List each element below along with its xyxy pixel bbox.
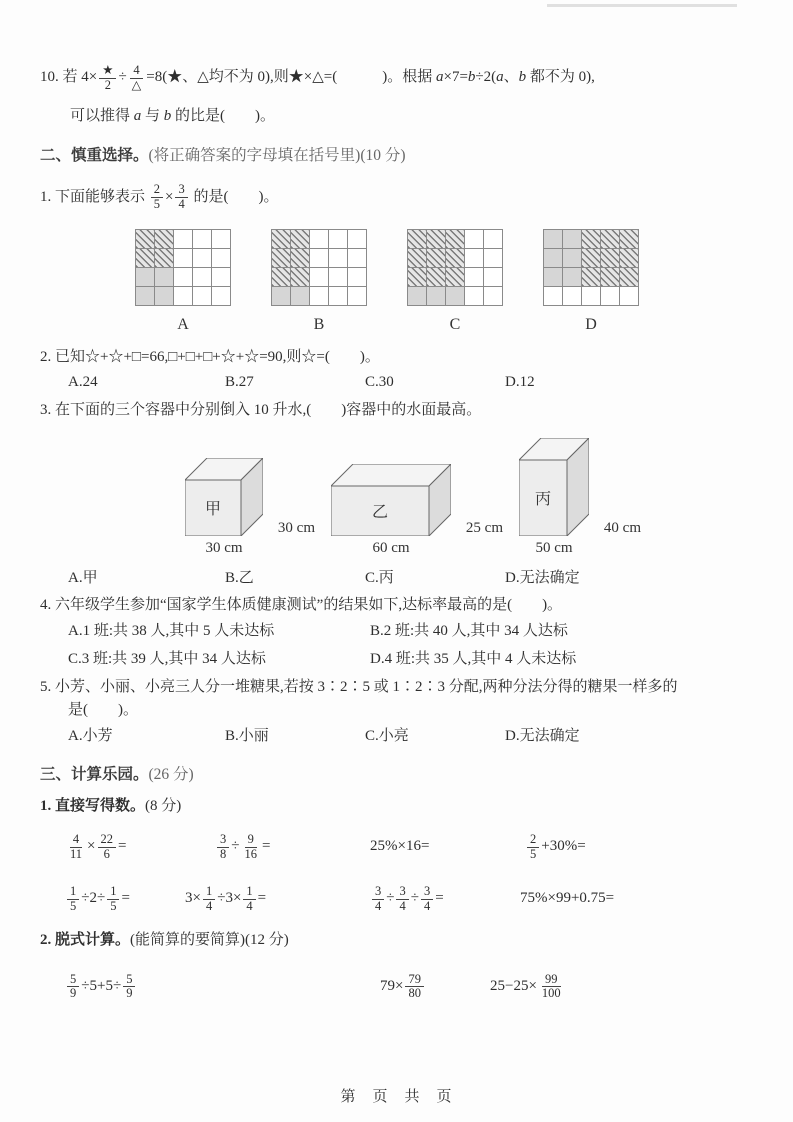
hatched-cell xyxy=(408,230,427,249)
expression xyxy=(525,833,763,862)
denominator: 9 xyxy=(70,986,77,1001)
hatched-cell xyxy=(408,268,427,287)
expression xyxy=(65,973,380,1002)
question-4-options xyxy=(40,621,763,671)
choice-option: A.24 xyxy=(68,374,98,391)
denominator: 100 xyxy=(541,986,561,1001)
choice-option: A.1 班:共 38 人,其中 5 人未达标 xyxy=(68,623,275,640)
section-3-header xyxy=(40,764,763,786)
empty-cell xyxy=(348,287,367,306)
numerator: 4 xyxy=(70,833,82,848)
choice-option: D.4 班:共 35 人,其中 4 人未达标 xyxy=(370,650,577,667)
fraction xyxy=(421,885,433,914)
calc-2-note: (能简算的要简算)(12 分) xyxy=(130,932,289,949)
hatched-cell xyxy=(427,268,446,287)
expression xyxy=(65,885,185,914)
text-run: 25−25× xyxy=(490,978,537,994)
numerator: 3 xyxy=(175,183,187,198)
empty-cell xyxy=(310,287,329,306)
empty-cell xyxy=(465,287,484,306)
shaded-cell xyxy=(446,287,465,306)
hatched-cell xyxy=(601,230,620,249)
fraction xyxy=(175,183,187,212)
question-5-options xyxy=(40,726,763,748)
text-run: ×7= xyxy=(443,69,468,86)
grid-cells xyxy=(407,229,503,306)
hatched-cell xyxy=(408,249,427,268)
empty-cell xyxy=(212,287,231,306)
empty-cell xyxy=(620,287,639,306)
container-name-label: 乙 xyxy=(371,503,389,521)
question-10-line2 xyxy=(40,105,763,129)
expression xyxy=(370,885,520,914)
text-run: × xyxy=(165,188,174,205)
empty-cell xyxy=(601,287,620,306)
text-run: 、 xyxy=(503,69,519,86)
text-run: 10. 若 4× xyxy=(40,69,98,86)
hatched-cell xyxy=(291,268,310,287)
bottom-dimension-label: 60 cm xyxy=(372,539,410,556)
question-3-text: 3. 在下面的三个容器中分别倒入 10 升水,( )容器中的水面最高。 xyxy=(40,402,482,419)
empty-cell xyxy=(174,230,193,249)
fraction xyxy=(405,973,424,1002)
side-dimension-label: 40 cm xyxy=(603,519,641,536)
empty-cell xyxy=(465,249,484,268)
fraction xyxy=(98,833,117,862)
text-run: 3× xyxy=(185,890,201,907)
text-run: ÷2÷ xyxy=(81,890,106,907)
denominator: 4 xyxy=(246,898,253,913)
empty-cell xyxy=(193,249,212,268)
empty-cell xyxy=(329,230,348,249)
choice-option: C.30 xyxy=(365,374,394,391)
empty-cell xyxy=(329,249,348,268)
denominator: 9 xyxy=(126,986,133,1001)
denominator: 16 xyxy=(244,846,257,861)
denominator: 2 xyxy=(104,77,111,92)
numerator: 4 xyxy=(130,64,142,79)
hatched-cell xyxy=(620,249,639,268)
choice-option: D.无法确定 xyxy=(505,728,580,745)
empty-cell xyxy=(174,249,193,268)
empty-cell xyxy=(212,230,231,249)
numerator: 3 xyxy=(372,885,384,900)
choice-option: B.乙 xyxy=(225,569,254,586)
hatched-cell xyxy=(272,230,291,249)
bottom-dimension-label: 50 cm xyxy=(535,539,573,556)
choice-option: B.小丽 xyxy=(225,728,269,745)
choice-option: B.27 xyxy=(225,374,254,391)
choice-option: C.丙 xyxy=(365,569,394,586)
question-10-line1 xyxy=(40,55,763,101)
hatched-cell xyxy=(155,230,174,249)
math-variable: b xyxy=(163,108,172,125)
fraction xyxy=(527,833,539,862)
fraction-grid-B xyxy=(271,229,367,336)
hatched-cell xyxy=(136,230,155,249)
container-name-label: 甲 xyxy=(204,500,222,518)
grid-label: B xyxy=(313,316,325,334)
question-5-line2: 是( )。 xyxy=(68,702,138,719)
empty-cell xyxy=(212,249,231,268)
math-variable: a xyxy=(133,108,142,125)
text-run: = xyxy=(435,890,444,907)
section-2-title: 二、慎重选择。 xyxy=(40,147,149,164)
empty-cell xyxy=(484,249,503,268)
fraction xyxy=(241,833,260,862)
fraction-grid-A xyxy=(135,229,231,336)
numerator: 3 xyxy=(217,833,229,848)
fraction xyxy=(151,183,163,212)
hatched-cell xyxy=(446,249,465,268)
text-run: ÷ xyxy=(410,890,419,907)
numerator: 1 xyxy=(107,885,119,900)
numerator: 5 xyxy=(67,973,79,988)
fraction xyxy=(67,833,85,862)
shaded-cell xyxy=(563,249,582,268)
hatched-cell xyxy=(155,249,174,268)
hatched-cell xyxy=(582,268,601,287)
empty-cell xyxy=(174,287,193,306)
empty-cell xyxy=(465,230,484,249)
question-5-line1: 5. 小芳、小丽、小亮三人分一堆糖果,若按 3∶2∶5 或 1∶2∶3 分配,两种分法分得的糖果一样多的 xyxy=(40,678,678,695)
calc-1-note: (8 分) xyxy=(145,798,182,815)
choice-option: C.小亮 xyxy=(365,728,409,745)
calc-1-label: 1. 直接写得数。 xyxy=(40,798,146,815)
container-乙 xyxy=(331,464,503,560)
hatched-cell xyxy=(136,249,155,268)
shaded-cell xyxy=(136,287,155,306)
fraction-grids-figure xyxy=(135,229,763,336)
calc-1-title xyxy=(40,796,763,818)
fraction xyxy=(107,885,119,914)
expression xyxy=(65,833,215,862)
text-run: 与 xyxy=(141,108,164,125)
denominator: △ xyxy=(131,77,142,92)
grid-cells xyxy=(271,229,367,306)
math-variable: a xyxy=(496,69,504,86)
empty-cell xyxy=(193,230,212,249)
empty-cell xyxy=(310,249,329,268)
fraction xyxy=(243,885,255,914)
shaded-cell xyxy=(427,287,446,306)
numerator: 22 xyxy=(98,833,117,848)
shaded-cell xyxy=(408,287,427,306)
question-2-options xyxy=(40,372,763,394)
empty-cell xyxy=(465,268,484,287)
fraction-grid-C xyxy=(407,229,503,336)
hatched-cell xyxy=(272,268,291,287)
hatched-cell xyxy=(582,249,601,268)
side-dimension-label: 30 cm xyxy=(277,519,315,536)
expression xyxy=(380,973,490,1002)
text-run: ÷5+5÷ xyxy=(81,978,122,994)
text-run: 1. 下面能够表示 xyxy=(40,188,149,205)
shaded-cell xyxy=(155,268,174,287)
text-run: 的是( )。 xyxy=(189,188,279,205)
numerator: 3 xyxy=(396,885,408,900)
box-figure xyxy=(331,464,451,536)
fraction xyxy=(396,885,408,914)
numerator: 2 xyxy=(151,183,163,198)
section-2-note: (将正确答案的字母填在括号里)(10 分) xyxy=(148,147,406,164)
empty-cell xyxy=(582,287,601,306)
expression xyxy=(370,836,525,858)
fraction xyxy=(67,885,79,914)
hatched-cell xyxy=(601,249,620,268)
bottom-dimension-label: 30 cm xyxy=(205,539,243,556)
fraction xyxy=(203,885,215,914)
numerator: 1 xyxy=(67,885,79,900)
fraction xyxy=(217,833,229,862)
text-run: 的比是( )。 xyxy=(171,108,276,125)
choice-option: A.甲 xyxy=(68,569,98,586)
empty-cell xyxy=(348,268,367,287)
side-dimension-label: 25 cm xyxy=(465,519,503,536)
shaded-cell xyxy=(136,268,155,287)
text-run: = xyxy=(118,838,127,855)
empty-cell xyxy=(193,287,212,306)
written-calc-row xyxy=(40,962,763,1012)
hatched-cell xyxy=(446,230,465,249)
hatched-cell xyxy=(601,268,620,287)
denominator: 5 xyxy=(70,898,77,913)
question-4-text: 4. 六年级学生参加“国家学生体质健康测试”的结果如下,达标率最高的是( )。 xyxy=(40,597,563,614)
page-footer: 第 页 共 页 xyxy=(340,1089,453,1105)
section-2-header xyxy=(40,145,763,167)
denominator: 6 xyxy=(103,846,110,861)
text-run: = xyxy=(121,890,130,907)
grid-label: D xyxy=(585,316,597,334)
grid-label: C xyxy=(449,316,461,334)
text-run: ÷ xyxy=(118,69,127,86)
fraction xyxy=(123,973,135,1002)
shaded-cell xyxy=(544,230,563,249)
mental-math-row-1 xyxy=(40,824,763,870)
empty-cell xyxy=(329,287,348,306)
text-run: ÷ xyxy=(386,890,395,907)
question-3-options xyxy=(40,568,763,590)
box-figure xyxy=(519,438,589,536)
denominator: 4 xyxy=(205,898,213,913)
empty-cell xyxy=(484,230,503,249)
numerator: 5 xyxy=(123,973,135,988)
choice-option: D.12 xyxy=(505,374,535,391)
empty-cell xyxy=(174,268,193,287)
hatched-cell xyxy=(427,249,446,268)
math-variable: a xyxy=(435,69,444,86)
container-name-label: 丙 xyxy=(534,490,552,508)
empty-cell xyxy=(310,230,329,249)
shaded-cell xyxy=(291,287,310,306)
text-run: ÷2( xyxy=(475,69,497,86)
grid-cells xyxy=(543,229,639,306)
fraction xyxy=(67,973,79,1002)
hatched-cell xyxy=(620,230,639,249)
fraction xyxy=(129,64,145,93)
hatched-cell xyxy=(291,249,310,268)
math-variable: b xyxy=(467,69,476,86)
shaded-cell xyxy=(544,268,563,287)
text-run: 79× xyxy=(380,978,404,994)
denominator: 5 xyxy=(530,846,537,861)
numerator: ★ xyxy=(99,64,116,79)
grid-cells xyxy=(135,229,231,306)
choice-option: C.3 班:共 39 人,其中 34 人达标 xyxy=(68,650,266,667)
hatched-cell xyxy=(620,268,639,287)
empty-cell xyxy=(544,287,563,306)
denominator: 11 xyxy=(70,846,83,861)
section-3-title: 三、计算乐园。 xyxy=(40,765,149,783)
text-run: ÷ xyxy=(231,838,240,855)
shaded-cell xyxy=(563,268,582,287)
text-run: 可以推得 xyxy=(70,108,134,125)
expression xyxy=(185,885,370,914)
numerator: 3 xyxy=(421,885,433,900)
scan-artifact-line xyxy=(547,4,737,7)
question-1-text xyxy=(40,175,763,219)
text-run: +30%= xyxy=(541,838,586,855)
math-variable: b xyxy=(518,69,527,86)
text-run: 75%×99+0.75= xyxy=(520,890,615,907)
expression xyxy=(215,833,370,862)
empty-cell xyxy=(193,268,212,287)
calc-2-label: 2. 脱式计算。 xyxy=(40,932,131,949)
shaded-cell xyxy=(544,249,563,268)
text-run: ÷3× xyxy=(217,890,242,907)
hatched-cell xyxy=(582,230,601,249)
denominator: 80 xyxy=(408,986,421,1001)
empty-cell xyxy=(329,268,348,287)
denominator: 4 xyxy=(423,898,431,913)
calc-2-title xyxy=(40,930,763,952)
denominator: 4 xyxy=(399,898,406,913)
denominator: 4 xyxy=(178,196,185,211)
expression xyxy=(520,888,763,910)
empty-cell xyxy=(348,230,367,249)
hatched-cell xyxy=(427,230,446,249)
numerator: 9 xyxy=(245,833,257,848)
empty-cell xyxy=(310,268,329,287)
fraction xyxy=(99,64,116,93)
expression xyxy=(490,973,763,1002)
containers-figure xyxy=(185,438,763,560)
shaded-cell xyxy=(272,287,291,306)
mental-math-row-2 xyxy=(40,876,763,922)
section-3-note: (26 分) xyxy=(148,765,194,783)
numerator: 2 xyxy=(527,833,539,848)
hatched-cell xyxy=(272,249,291,268)
denominator: 5 xyxy=(153,196,161,211)
choice-option: A.小芳 xyxy=(68,728,113,745)
container-丙 xyxy=(519,438,641,560)
question-2-text: 2. 已知☆+☆+□=66,□+□+□+☆+☆=90,则☆=( )。 xyxy=(40,348,380,365)
hatched-cell xyxy=(446,268,465,287)
text-run: =8(★、△均不为 0),则★×△=( )。根据 xyxy=(146,69,436,86)
denominator: 5 xyxy=(110,898,117,913)
numerator: 79 xyxy=(405,973,424,988)
empty-cell xyxy=(484,268,503,287)
numerator: 1 xyxy=(243,885,255,900)
empty-cell xyxy=(484,287,503,306)
text-run: 都不为 0), xyxy=(526,69,595,86)
fraction xyxy=(539,973,564,1002)
empty-cell xyxy=(563,287,582,306)
empty-cell xyxy=(212,268,231,287)
numerator: 1 xyxy=(203,885,215,900)
container-甲 xyxy=(185,458,315,560)
text-run: 25%×16= xyxy=(370,838,430,855)
text-run: × xyxy=(87,838,96,855)
denominator: 8 xyxy=(220,846,227,861)
shaded-cell xyxy=(563,230,582,249)
grid-label: A xyxy=(177,316,189,334)
fraction-grid-D xyxy=(543,229,639,336)
text-run: = xyxy=(257,890,267,907)
text-run: = xyxy=(261,838,271,855)
numerator: 99 xyxy=(542,973,561,988)
hatched-cell xyxy=(291,230,310,249)
choice-option: D.无法确定 xyxy=(505,569,580,586)
fraction xyxy=(372,885,384,914)
denominator: 4 xyxy=(375,898,382,913)
empty-cell xyxy=(348,249,367,268)
choice-option: B.2 班:共 40 人,其中 34 人达标 xyxy=(370,623,568,640)
box-figure xyxy=(185,458,263,536)
shaded-cell xyxy=(155,287,174,306)
